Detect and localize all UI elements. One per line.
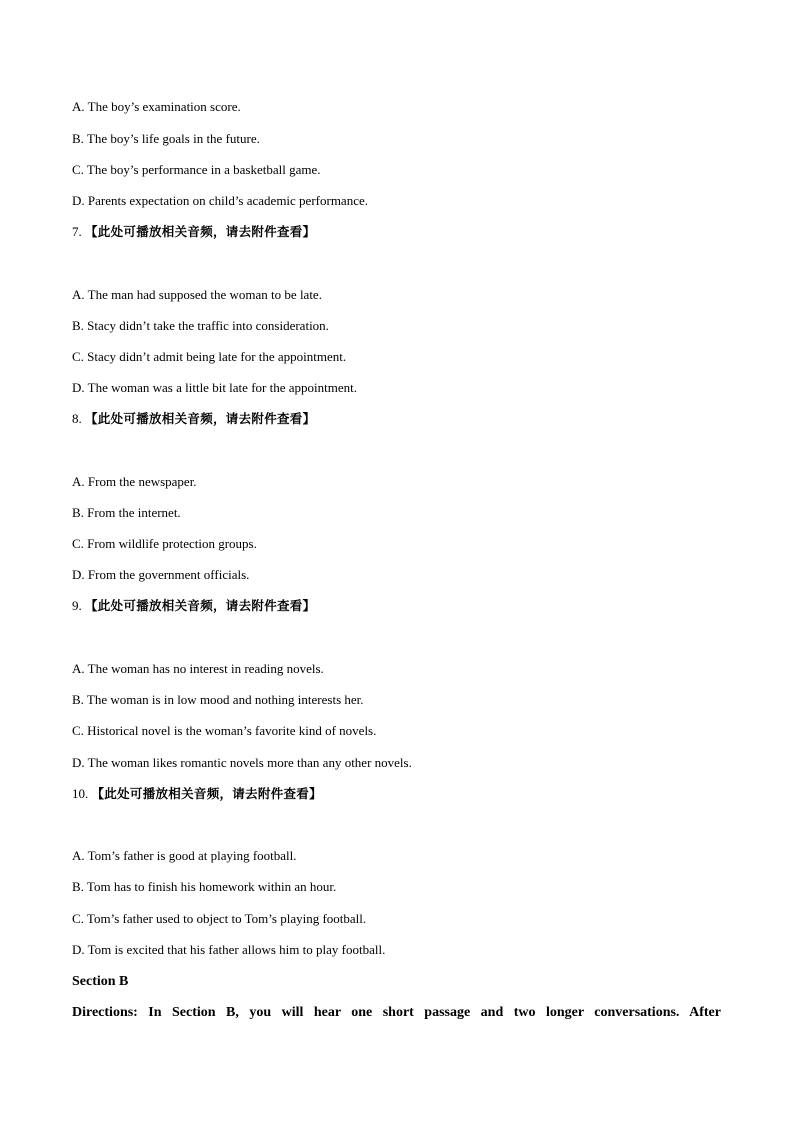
q10-audio-note: 【此处可播放相关音频，请去附件查看】 (91, 786, 322, 801)
q6-option-d: D. Parents expectation on child’s academic performance. (72, 193, 368, 208)
q7-option-d: D. The woman was a little bit late for the appointment. (72, 380, 357, 395)
q9-audio-note: 【此处可播放相关音频，请去附件查看】 (85, 598, 316, 613)
q10-header (72, 786, 322, 802)
q7-header (72, 224, 315, 240)
q10-option-a: A. Tom’s father is good at playing football. (72, 848, 297, 863)
q9-option-a: A. The woman has no interest in reading novels. (72, 661, 324, 676)
q8-audio-note: 【此处可播放相关音频，请去附件查看】 (85, 411, 316, 426)
q10-option-d: D. Tom is excited that his father allows him to play football. (72, 942, 386, 957)
q7-option-b: B. Stacy didn’t take the traffic into consideration. (72, 318, 329, 333)
q9-number: 9. (72, 598, 82, 613)
q7-number: 7. (72, 224, 82, 239)
q6-option-a: A. The boy’s examination score. (72, 99, 241, 114)
q8-option-a: A. From the newspaper. (72, 474, 197, 489)
q7-option-c: C. Stacy didn’t admit being late for the appointment. (72, 349, 347, 364)
section-b-title: Section B (72, 974, 129, 989)
q8-number: 8. (72, 411, 82, 426)
q6-option-b: B. The boy’s life goals in the future. (72, 131, 260, 146)
q9-option-b: B. The woman is in low mood and nothing interests her. (72, 692, 364, 707)
q6-option-c: C. The boy’s performance in a basketball game. (72, 162, 321, 177)
q9-option-d: D. The woman likes romantic novels more than any other novels. (72, 755, 412, 770)
q9-header (72, 598, 315, 614)
q8-option-b: B. From the internet. (72, 505, 181, 520)
section-b-directions: Directions: In Section B, you will hear one short passage and two longer conversations. After (72, 1005, 721, 1020)
q8-option-c: C. From wildlife protection groups. (72, 536, 257, 551)
q7-audio-note: 【此处可播放相关音频，请去附件查看】 (85, 224, 316, 239)
q7-option-a: A. The man had supposed the woman to be late. (72, 287, 322, 302)
q10-option-b: B. Tom has to finish his homework within an hour. (72, 879, 337, 894)
q10-number: 10. (72, 786, 89, 801)
q8-option-d: D. From the government officials. (72, 567, 250, 582)
q9-option-c: C. Historical novel is the woman’s favorite kind of novels. (72, 723, 377, 738)
q10-option-c: C. Tom’s father used to object to Tom’s playing football. (72, 911, 367, 926)
q8-header (72, 411, 315, 427)
